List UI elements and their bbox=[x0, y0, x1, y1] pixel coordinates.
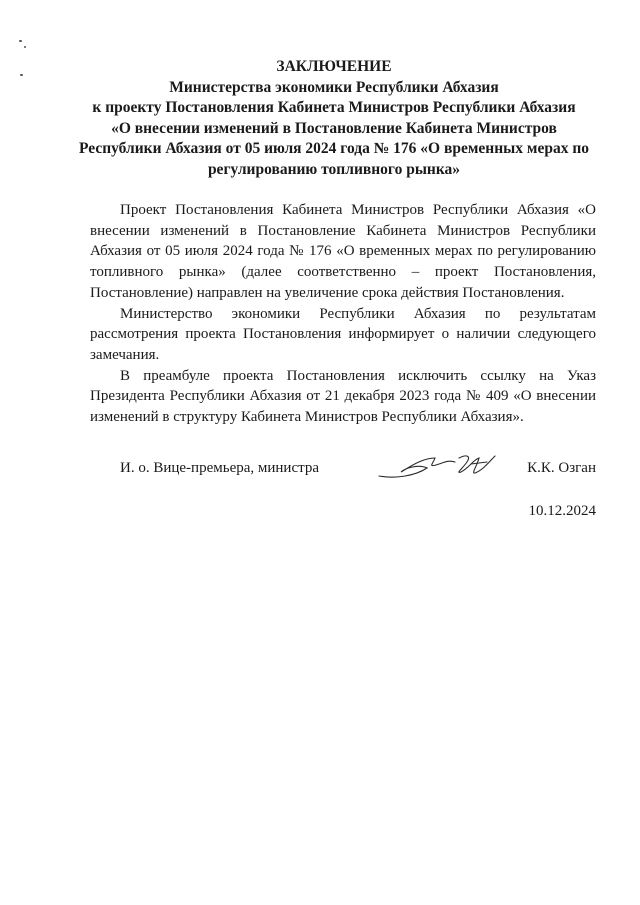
header-line: регулированию топливного рынка» bbox=[207, 160, 461, 178]
header-line: Министерства экономики Республики Абхазия bbox=[169, 78, 499, 96]
signatory-name: К.К. Озган bbox=[527, 460, 596, 476]
header-line: «О внесении изменений в Постановление Кабинета Министров bbox=[111, 119, 557, 137]
signature-block bbox=[120, 460, 596, 484]
header-line: Республики Абхазия от 05 июля 2024 года № 176 «О временных мерах по bbox=[78, 140, 590, 158]
scan-speck bbox=[20, 74, 23, 76]
body-paragraph: Проект Постановления Кабинета Министров Республики Абхазия «О внесении изменений в Постановление Кабинета Министров Республики Абхазия от 05 июля 2024 года № 176 «О временных мерах по регулированию топливного рынка» (далее соответственно – проект Постановления, Постановление) направлен на увеличение срока действия Постановления. bbox=[90, 202, 596, 301]
body-paragraph: Министерство экономики Республики Абхазия по результатам рассмотрения проекта Постановления информирует о наличии следующего замечания. bbox=[90, 305, 596, 363]
scan-speck bbox=[24, 46, 26, 48]
body-paragraph: В преамбуле проекта Постановления исключить ссылку на Указ Президента Республики Абхазия от 21 декабря 2023 года № 409 «О внесении изменений в структуру Кабинета Министров Республики Абхазия». bbox=[90, 367, 596, 426]
document-header bbox=[60, 57, 608, 181]
scan-speck bbox=[19, 40, 22, 42]
signatory-position: И. о. Вице-премьера, министра bbox=[120, 460, 320, 476]
handwritten-signature bbox=[375, 446, 505, 486]
document-date: 10.12.2024 bbox=[528, 503, 596, 519]
document-title: ЗАКЛЮЧЕНИЕ bbox=[276, 58, 392, 75]
header-line: к проекту Постановления Кабинета Министров Республики Абхазия bbox=[92, 99, 576, 117]
document-body bbox=[90, 200, 596, 428]
